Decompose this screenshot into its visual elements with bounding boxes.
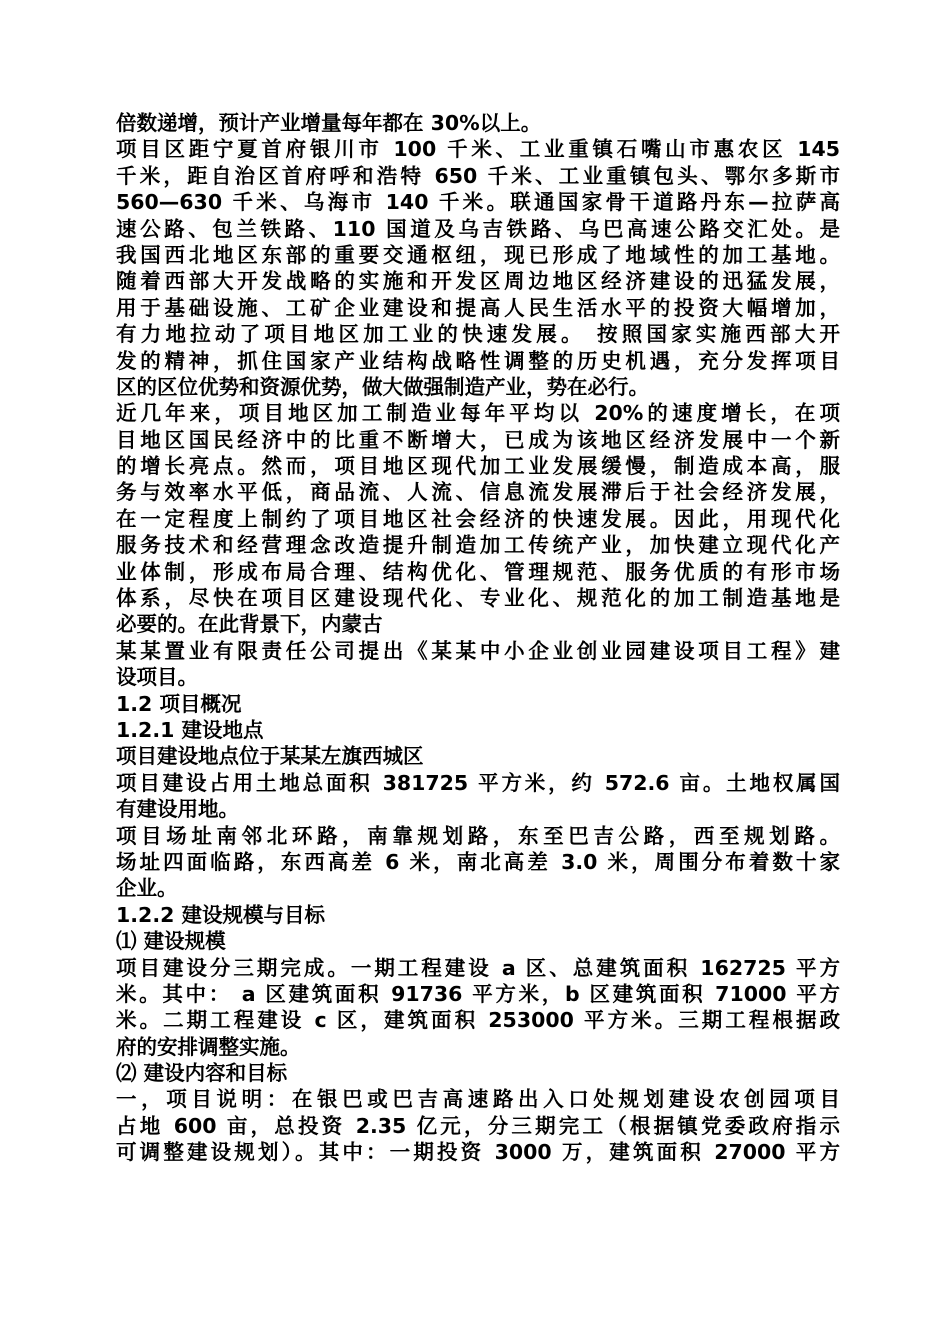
text-line: 有建设用地。 xyxy=(116,797,239,822)
text-line: 项目区距宁夏首府银川市 100 千米、工业重镇石嘴山市惠农区 145 xyxy=(116,137,840,162)
text-line: 项目场址南邻北环路，南靠规划路，东至巴吉公路，西至规划路。 xyxy=(116,823,840,848)
text-line: 1.2.1 建设地点 xyxy=(116,717,264,742)
text-line: ⑴ 建设规模 xyxy=(116,929,226,954)
text-line: 米。其中： a 区建筑面积 91736 平方米，b 区建筑面积 71000 平方 xyxy=(116,981,840,1006)
text-line: 近几年来，项目地区加工制造业每年平均以 20%的速度增长，在项 xyxy=(116,401,840,426)
text-line: 占地 600 亩，总投资 2.35 亿元，分三期完工（根据镇党委政府指示 xyxy=(116,1113,840,1138)
text-line: 业体制，形成布局合理、结构优化、管理规范、服务优质的有形市场 xyxy=(116,559,840,584)
text-line: 可调整建设规划）。其中：一期投资 3000 万，建筑面积 27000 平方 xyxy=(116,1140,840,1165)
document-body xyxy=(116,110,840,1166)
text-line: 某某置业有限责任公司提出《某某中小企业创业园建设项目工程》建 xyxy=(116,638,840,663)
text-line: 府的安排调整实施。 xyxy=(116,1034,301,1059)
text-line: 倍数递增，预计产业增量每年都在 30%以上。 xyxy=(116,111,542,135)
text-line: 1.2.2 建设规模与目标 xyxy=(116,902,326,927)
text-line: 区的区位优势和资源优势，做大做强制造产业，势在必行。 xyxy=(116,374,649,399)
text-line: 千米，距自治区首府呼和浩特 650 千米、工业重镇包头、鄂尔多斯市 xyxy=(116,163,840,188)
text-line: 米。二期工程建设 c 区，建筑面积 253000 平方米。三期工程根据政 xyxy=(116,1008,840,1033)
text-line: 项目建设地点位于某某左旗西城区 xyxy=(116,744,424,769)
text-line: 场址四面临路，东西高差 6 米，南北高差 3.0 米，周围分布着数十家 xyxy=(116,849,840,874)
text-line: 一，项目说明：在银巴或巴吉高速路出入口处规划建设农创园项目 xyxy=(116,1087,840,1112)
text-line: 企业。 xyxy=(116,876,178,901)
text-line: 发的精神，抓住国家产业结构战略性调整的历史机遇，充分发挥项目 xyxy=(116,348,840,373)
text-line: ⑵ 建设内容和目标 xyxy=(116,1061,288,1086)
text-line: 项目建设分三期完成。一期工程建设 a 区、总建筑面积 162725 平方 xyxy=(116,955,840,980)
text-line: 的增长亮点。然而，项目地区现代加工业发展缓慢，制造成本高，服 xyxy=(116,454,840,479)
text-line: 560—630 千米、乌海市 140 千米。联通国家骨干道路丹东—拉萨高 xyxy=(116,190,840,215)
text-line: 用于基础设施、工矿企业建设和提高人民生活水平的投资大幅增加， xyxy=(116,295,840,320)
text-line: 速公路、包兰铁路、110 国道及乌吉铁路、乌巴高速公路交汇处。是 xyxy=(116,216,840,241)
text-line: 在一定程度上制约了项目地区社会经济的快速发展。因此，用现代化 xyxy=(116,506,840,531)
text-line: 随着西部大开发战略的实施和开发区周边地区经济建设的迅猛发展， xyxy=(116,269,840,294)
text-line: 目地区国民经济中的比重不断增大，已成为该地区经济发展中一个新 xyxy=(116,427,840,452)
text-line: 设项目。 xyxy=(116,665,198,690)
text-line: 1.2 项目概况 xyxy=(116,691,242,716)
text-line: 必要的。在此背景下，内蒙古 xyxy=(116,612,383,637)
text-line: 有力地拉动了项目地区加工业的快速发展。 按照国家实施西部大开 xyxy=(116,322,840,347)
text-line: 体系，尽快在项目区建设现代化、专业化、规范化的加工制造基地是 xyxy=(116,586,840,611)
text-line: 项目建设占用土地总面积 381725 平方米，约 572.6 亩。土地权属国 xyxy=(116,770,840,795)
text-line: 服务技术和经营理念改造提升制造加工传统产业，加快建立现代化产 xyxy=(116,533,840,558)
text-line: 我国西北地区东部的重要交通枢纽，现已形成了地域性的加工基地。 xyxy=(116,242,840,267)
text-line: 务与效率水平低，商品流、人流、信息流发展滞后于社会经济发展， xyxy=(116,480,840,505)
